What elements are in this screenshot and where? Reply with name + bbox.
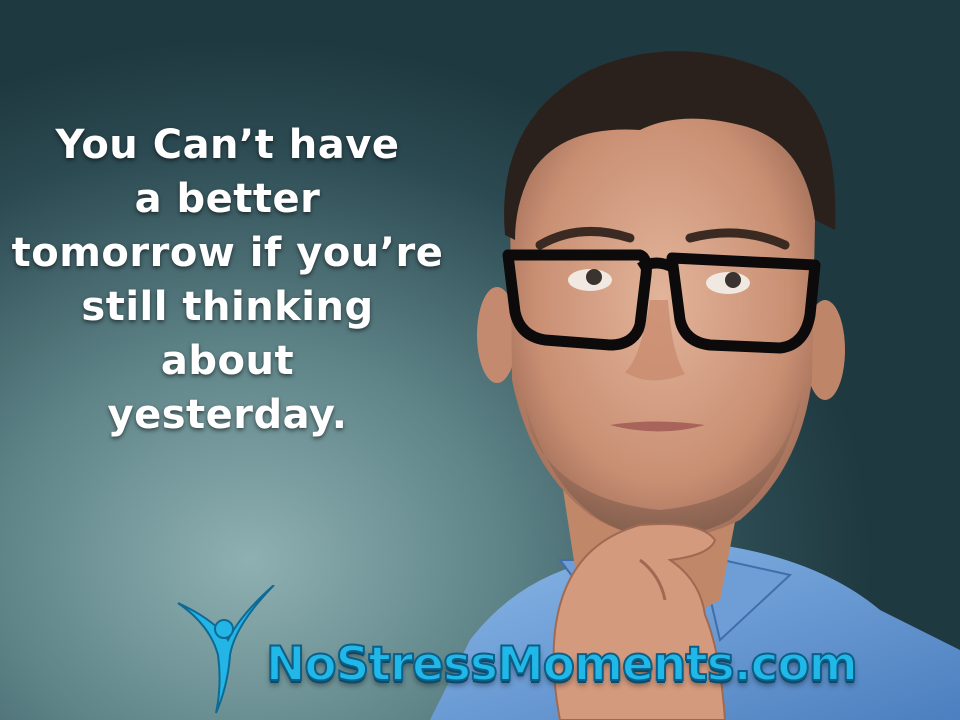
- quote-line: yesterday.: [107, 392, 348, 438]
- quote-line: tomorrow if you’re: [11, 230, 444, 276]
- quote-line: still thinking: [81, 284, 374, 330]
- site-logo: [170, 585, 857, 715]
- quote-line: a better: [134, 176, 321, 222]
- leaping-figure-icon: [170, 585, 280, 715]
- quote-line: You Can’t have: [55, 122, 400, 168]
- logo-text: NoStressMoments.com: [266, 637, 857, 692]
- quote-text: [0, 118, 455, 442]
- quote-line: about: [160, 338, 295, 384]
